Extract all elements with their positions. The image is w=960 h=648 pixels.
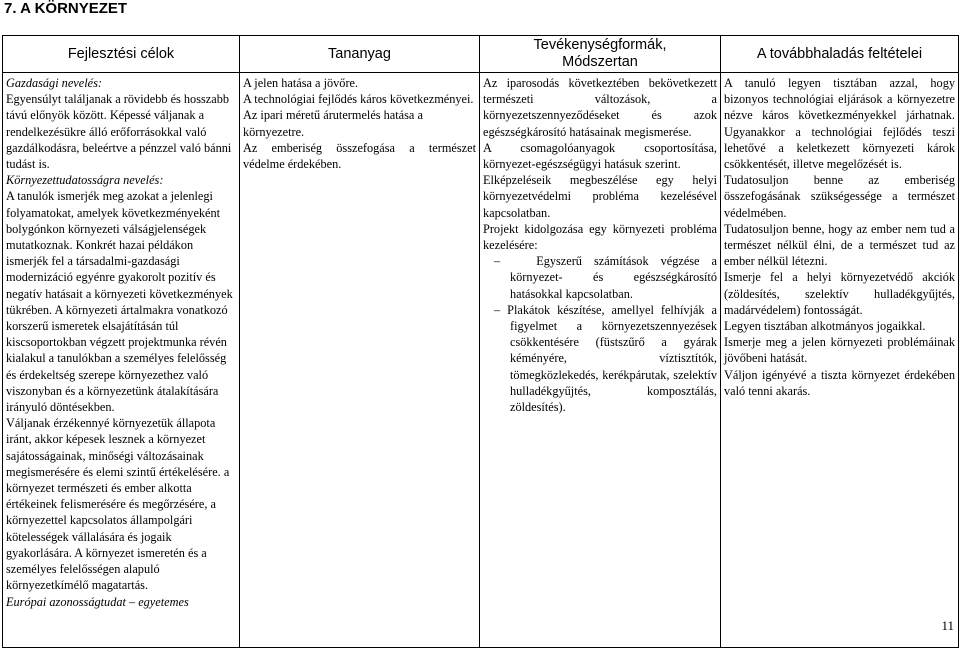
header-activities-methods	[480, 36, 721, 73]
goal-text-economic: Egyensúlyt találjanak a rövidebb és hosszabb távú előnyök között. Képessé váljanak a rendelkezésükre álló erőforrásokkal való gazdálkodásra, beleértve a pénzzel való bánni tudást is.	[6, 92, 232, 172]
progression-item: Ismerje meg a jelen környezeti problémáinak jövőbeni hatását.	[724, 335, 955, 366]
activity-dash-item: – Egyszerű számítások végzése a környezet- és egészségkárosító hatásokkal kapcsolatban.	[494, 254, 717, 301]
cell-curriculum	[240, 73, 480, 648]
goal-text-environmental: A tanulók ismerjék meg azokat a jelenlegi folyamatokat, amelyek következményeként bolygónkon környezeti válságjelenségek mutatkoznak. Konkrét hazai példákon ismerjék fel a társadalmi-gazdasági modernizáció egyénre gyakorolt pozitív és negatív hatásait a környezeti következmények tükrében. A környezeti ártalmakra vonatkozó korszerű ismeretek elsajátításán túl kiscsoportokban végzett projektmunka révén kialakul a tanulókban a személyes felelősség és érdekeltség szerepe környezethez való viszonyban és a környezetünk átalakítására irányuló döntésekben.	[6, 189, 233, 415]
progression-item: Ismerje fel a helyi környezetvédő akciók (zöldesítés, szelektív hulladékgyűjtés, madárvédelem) fontosságát.	[724, 270, 955, 317]
curriculum-item: Az emberiség összefogása a természet védelme érdekében.	[243, 140, 476, 172]
table-row	[3, 73, 959, 648]
cell-activities	[480, 73, 721, 648]
progression-item: Legyen tisztában alkotmányos jogaikkal.	[724, 319, 926, 334]
progression-item: Tudatosuljon benne az emberiség összefogásának szükségessége a természet védelmében.	[724, 173, 955, 220]
header-development-goals: Fejlesztési célok	[3, 36, 240, 73]
section-title: 7. A KÖRNYEZET	[4, 0, 128, 17]
activity-paragraph: Elképzeléseik megbeszélése egy helyi környezetvédelmi probléma kezelésével kapcsolatban.	[483, 173, 717, 220]
curriculum-item: A technológiai fejlődés káros következményei.	[243, 92, 474, 107]
progression-item: A tanuló legyen tisztában azzal, hogy bizonyos technológiai eljárások a környezetre nézve káros következményekkel járhatnak. Ugyanakkor a technológiai fejlődés teszi lehetővé a keletkezett környezeti károk csökkentését, illetve megelőzését is.	[724, 76, 955, 172]
goal-heading-environmental: Környezettudatosságra nevelés:	[6, 173, 164, 188]
curriculum-table	[2, 35, 959, 648]
activity-dash-text: Plakátok készítése, amellyel felhívják a figyelmet a környezetszennyezések csökkentésére (füstszűrő a gyárak kéményére, víztisztítók, tömegközlekedés, kerékpárutak, szelektív hulladékgyűjtés, komposztálás, zöldesítés).	[507, 302, 717, 415]
curriculum-item: Az ipari méretű árutermelés hatása a környezetre.	[243, 108, 423, 139]
activity-dash-text: Egyszerű számítások végzése a környezet- és egészségkárosító hatásokkal kapcsolatban.	[510, 254, 717, 301]
header-activities-methods-text: Tevékenységformák, Módszertan	[533, 37, 667, 70]
activity-dash-item: – Plakátok készítése, amellyel felhívják a figyelmet a környezetszennyezések csökkentésére (füstszűrő a gyárak kéményére, víztisztítók, tömegközlekedés, kerékpárutak, szelektív hulladékgyűjtés, komposztálás, zöldesítés).	[494, 302, 717, 415]
activity-paragraph: Projekt kidolgozása egy környezeti probléma kezelésére:	[483, 221, 717, 253]
activity-paragraph: A csomagolóanyagok csoportosítása, környezet-egészségügyi hatásuk szerint.	[483, 140, 717, 172]
activity-paragraph: Az iparosodás következtében bekövetkezett természeti változások, a környezetszennyeződéseket és azok egészségkárosító hatásainak megismerése.	[483, 76, 717, 139]
header-curriculum: Tananyag	[240, 36, 480, 73]
curriculum-item: A jelen hatása a jövőre.	[243, 76, 359, 90]
progression-item: Tudatosuljon benne, hogy az ember nem tud a természet nélkül élni, de a természet tud az ember nélkül létezni.	[724, 221, 955, 269]
goal-heading-european: Európai azonosságtudat – egyetemes	[6, 594, 189, 609]
goal-text-sensitivity: Váljanak érzékennyé környezetük állapota iránt, akkor képesek lesznek a környezet sajátosságainak, minőségi változásainak megismerésére és elemi szintű értékelésére. a környezet természeti és ember alkotta értékeinek felismerésére és megőrzésére, a környezettel kapcsolatos állampolgári kötelességek vállalására és jogaik gyakorlására. A környezet ismeretén és a személyes felelősségen alapuló környezetkímélő magatartás.	[6, 416, 230, 593]
cell-development-goals	[3, 73, 240, 648]
goal-heading-economic: Gazdasági nevelés:	[6, 76, 102, 90]
page-number: 11	[941, 618, 954, 633]
progression-item: Váljon igényévé a tiszta környezet érdekében való tenni akarás.	[724, 367, 955, 398]
header-progression-conditions: A továbbhaladás feltételei	[721, 36, 959, 73]
cell-progression	[721, 73, 959, 648]
table-header-row	[3, 36, 959, 73]
